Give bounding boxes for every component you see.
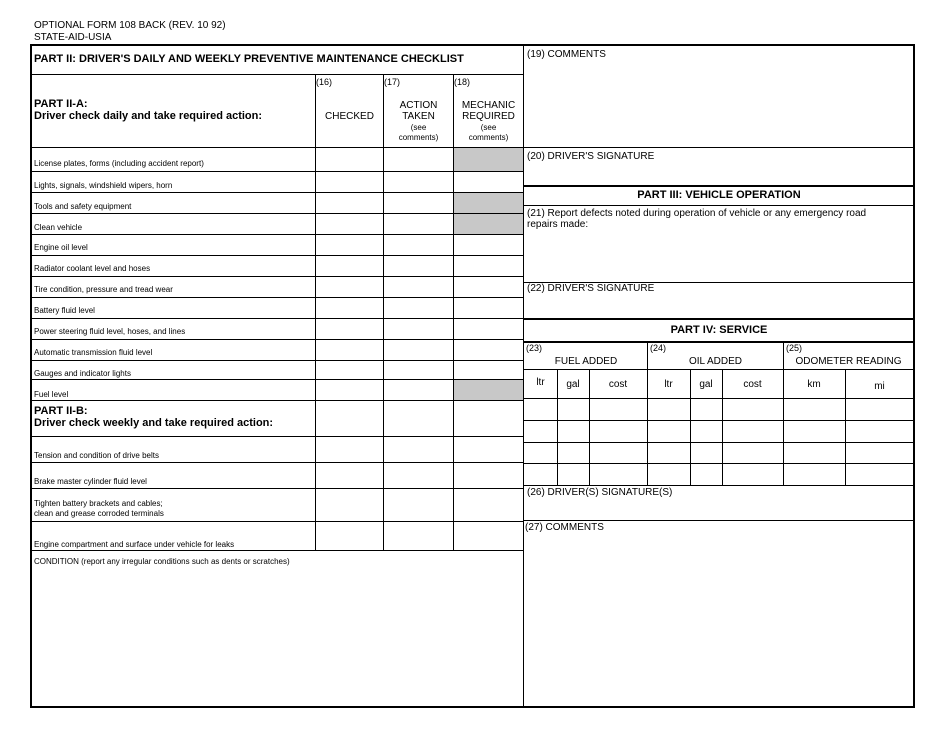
condition-field[interactable] [32, 570, 522, 704]
comments19-label: (19) COMMENTS [527, 49, 606, 60]
daily-item: Engine oil level [34, 243, 88, 252]
checked-column[interactable] [316, 148, 383, 550]
fuel-added-label: FUEL ADDED [554, 356, 618, 367]
form-number: OPTIONAL FORM 108 BACK (REV. 10 92) [34, 20, 226, 31]
unit-fuel-cost: cost [608, 379, 628, 390]
weekly-item: clean and grease corroded terminals [34, 509, 164, 518]
weekly-item: Brake master cylinder fluid level [34, 477, 147, 486]
daily-item: Clean vehicle [34, 223, 83, 232]
unit-oil-ltr: ltr [664, 379, 673, 390]
comments27-field[interactable] [525, 536, 911, 704]
part2-title: PART II: DRIVER'S DAILY AND WEEKLY PREVENTIVE MAINTENANCE CHECKLIST [34, 53, 464, 65]
comments27-label: (27) COMMENTS [525, 522, 604, 533]
daily-item: Gauges and indicator lights [34, 369, 131, 378]
col16-number: (16) [316, 77, 333, 87]
action-taken-column[interactable] [384, 148, 453, 550]
condition-label: CONDITION (report any irregular conditions such as dents or scratches) [34, 557, 290, 566]
sig26-label: (26) DRIVER(S) SIGNATURE(S) [527, 487, 673, 498]
frame-right [913, 44, 915, 708]
col18-see-1: (see [480, 123, 497, 132]
na-cell-fuel [454, 380, 523, 400]
daily-item: Fuel level [34, 390, 69, 399]
sig20-field[interactable] [525, 164, 911, 184]
service-entry-grid[interactable] [525, 399, 912, 484]
sig22-label: (22) DRIVER'S SIGNATURE [527, 283, 655, 294]
daily-item: Automatic transmission fluid level [34, 348, 153, 357]
unit-fuel-gal: gal [566, 379, 580, 390]
daily-item: Power steering fluid level, hoses, and lines [34, 327, 186, 336]
oil-added-label: OIL ADDED [689, 356, 742, 367]
weekly-item: Tension and condition of drive belts [34, 451, 159, 460]
part4-title: PART IV: SERVICE [670, 324, 768, 336]
daily-item: Lights, signals, windshield wipers, horn [34, 181, 173, 190]
frame-top [30, 44, 915, 46]
col17-number: (17) [384, 77, 401, 87]
sig26-field[interactable] [525, 500, 911, 519]
part2a-instruction: Driver check daily and take required action: [34, 110, 263, 122]
part2a-label: PART II-A: [34, 98, 88, 110]
col18-label-1: MECHANIC [461, 100, 516, 111]
item21-label-2: repairs made: [527, 219, 589, 230]
sig20-label: (20) DRIVER'S SIGNATURE [527, 151, 655, 162]
n24-label: (24) [650, 343, 667, 353]
item21-label-1: (21) Report defects noted during operation of vehicle or any emergency road [527, 208, 867, 219]
n25-label: (25) [786, 343, 803, 353]
daily-item: Tire condition, pressure and tread wear [34, 285, 173, 294]
daily-item: Battery fluid level [34, 306, 95, 315]
frame-bottom [30, 706, 915, 708]
unit-oil-gal: gal [699, 379, 713, 390]
part2b-label: PART II-B: [34, 405, 88, 417]
col16-label: CHECKED [325, 111, 374, 122]
odometer-label: ODOMETER READING [795, 356, 902, 367]
unit-oil-cost: cost [743, 379, 762, 390]
col18-number: (18) [454, 77, 471, 87]
na-cell-license [454, 148, 523, 171]
col17-label-2: TAKEN [402, 111, 435, 122]
weekly-item: Tighten battery brackets and cables; [34, 499, 163, 508]
unit-mi: mi [874, 381, 885, 392]
part2b-instruction: Driver check weekly and take required action: [34, 417, 274, 429]
col17-see-1: (see [410, 123, 427, 132]
form-agency: STATE-AID-USIA [34, 32, 112, 43]
daily-item: Tools and safety equipment [34, 202, 132, 211]
unit-km: km [807, 379, 821, 390]
daily-item: Radiator coolant level and hoses [34, 264, 151, 273]
part3-title: PART III: VEHICLE OPERATION [637, 189, 801, 201]
center-divider [523, 44, 524, 707]
weekly-item: Engine compartment and surface under vehicle for leaks [34, 540, 235, 549]
unit-fuel-ltr: ltr [536, 377, 545, 388]
item21-field[interactable] [525, 232, 911, 280]
col17-see-2: comments) [398, 133, 439, 142]
comments19-field[interactable] [525, 62, 911, 146]
col18-label-2: REQUIRED [462, 111, 515, 122]
n23-label: (23) [526, 343, 543, 353]
sig22-field[interactable] [525, 296, 911, 316]
col17-label-1: ACTION [399, 100, 438, 111]
col18-see-2: comments) [468, 133, 509, 142]
daily-item: License plates, forms (including accident report) [34, 159, 204, 168]
